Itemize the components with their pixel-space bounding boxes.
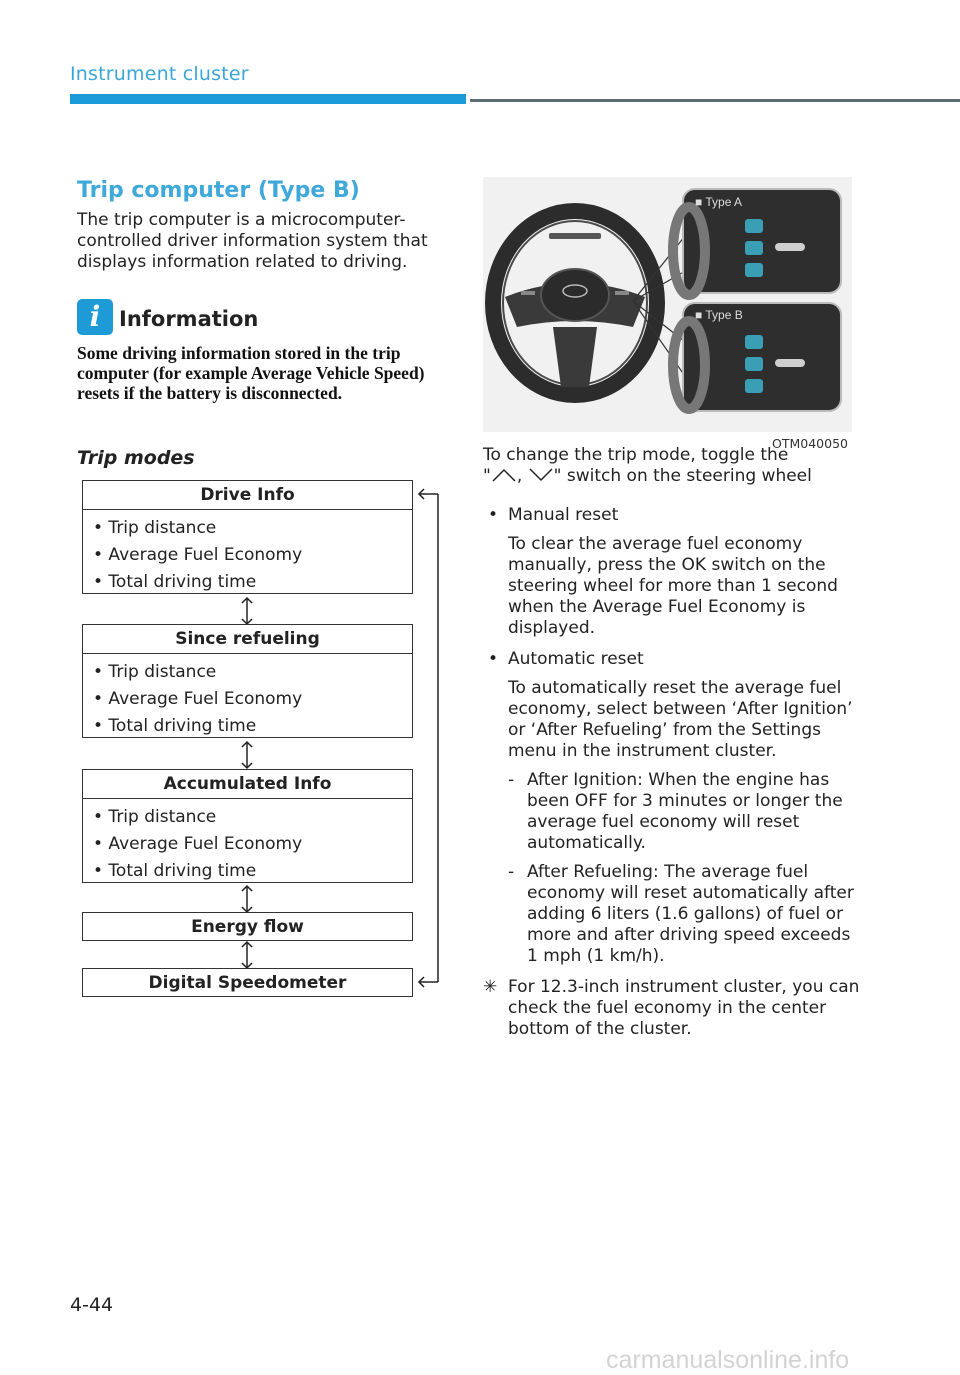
after-ignition-text: After Ignition: When the engine has been OFF for 3 minutes or longer the average fuel economy will reset automatically. [527, 770, 843, 853]
trip-modes-title: Trip modes [77, 447, 195, 469]
mode-item: • Average Fuel Economy [93, 834, 303, 854]
mode-item: • Total driving time [93, 716, 257, 736]
steering-wheel-illustration [483, 177, 852, 432]
mode-box-drive-info [82, 480, 413, 594]
steering-wheel-icon [493, 211, 657, 395]
loop-arrow-icon [413, 480, 443, 1000]
toggle-post: " switch on the steering wheel [553, 466, 812, 486]
mode-box-title: Digital Speedometer [148, 973, 347, 993]
toggle-pre: To change the trip mode, toggle the [483, 445, 789, 465]
header-title: Instrument cluster [70, 63, 249, 85]
note-item [483, 977, 863, 1040]
automatic-reset-item [483, 649, 863, 670]
type-b-label: ■ Type B [695, 308, 743, 322]
asterisk-icon: ✳ [483, 977, 498, 997]
info-icon: i [77, 299, 113, 335]
section-intro: The trip computer is a microcomputer-controlled driver information system that displays information related to driving. [77, 210, 428, 272]
manual-reset-text: To clear the average fuel economy manually, press the OK switch on the steering wheel for more than 1 second when the Average Fuel Economy is displayed. [508, 534, 838, 638]
mode-box-since-refueling [82, 624, 413, 738]
mode-box-energy-flow [82, 912, 413, 941]
after-refueling-item [483, 862, 863, 967]
header-rule [470, 99, 960, 102]
info-text: Some driving information stored in the trip computer (for example Average Vehicle Speed) resets if the battery is disconnected. [77, 343, 425, 403]
manual-reset-item [483, 505, 863, 526]
dash-mark: - [508, 862, 515, 882]
watermark-text: carmanualsonline.info [606, 1346, 850, 1374]
mode-box-accumulated-info [82, 769, 413, 883]
mode-item: • Trip distance [93, 518, 217, 538]
dash-mark: - [508, 770, 515, 790]
mode-item: • Total driving time [93, 861, 257, 881]
figure-code: OTM040050 [772, 436, 848, 451]
up-down-arrow-icon [240, 740, 254, 770]
note-text: For 12.3-inch instrument cluster, you can check the fuel economy in the center bottom of the cluster. [508, 977, 860, 1039]
mode-box-title: Since refueling [83, 625, 412, 654]
type-a-label: ■ Type A [695, 195, 743, 209]
toggle-instruction: To change the trip mode, toggle the " , " switch on the steering wheel [483, 445, 812, 486]
mode-item: • Trip distance [93, 807, 217, 827]
chevron-down-icon [528, 468, 554, 482]
bullet-dot-icon: • [488, 505, 499, 525]
mode-item: • Average Fuel Economy [93, 545, 303, 565]
steering-wheel-figure [483, 177, 852, 451]
mode-item: • Total driving time [93, 572, 257, 592]
mode-box-title: Energy flow [191, 917, 304, 937]
mode-item: • Trip distance [93, 662, 217, 682]
automatic-reset-title: Automatic reset [508, 649, 644, 669]
up-down-arrow-icon [240, 884, 254, 914]
up-down-arrow-icon [240, 940, 254, 970]
up-down-arrow-icon [240, 596, 254, 626]
bullet-dot-icon: • [488, 649, 499, 669]
manual-reset-title: Manual reset [508, 505, 619, 525]
after-refueling-text: After Refueling: The average fuel economy will reset automatically after adding 6 liters (1.6 gallons) of fuel or more and after driving speed exceeds 1 mph (1 km/h). [527, 862, 854, 966]
mode-item: • Average Fuel Economy [93, 689, 303, 709]
right-column [483, 445, 863, 1040]
automatic-reset-text: To automatically reset the average fuel economy, select between ‘After Ignition’ or ‘After Refueling’ from the Settings menu in the instrument cluster. [508, 678, 853, 761]
section-title: Trip computer (Type B) [77, 178, 360, 203]
chevron-up-icon [491, 468, 517, 482]
mode-box-title: Drive Info [83, 481, 412, 510]
mode-box-title: Accumulated Info [83, 770, 412, 799]
mode-box-digital-speedometer [82, 968, 413, 997]
info-title: Information [119, 307, 259, 331]
header-accent-bar [70, 94, 466, 104]
page-number: 4-44 [70, 1294, 114, 1316]
after-ignition-item [483, 770, 863, 854]
